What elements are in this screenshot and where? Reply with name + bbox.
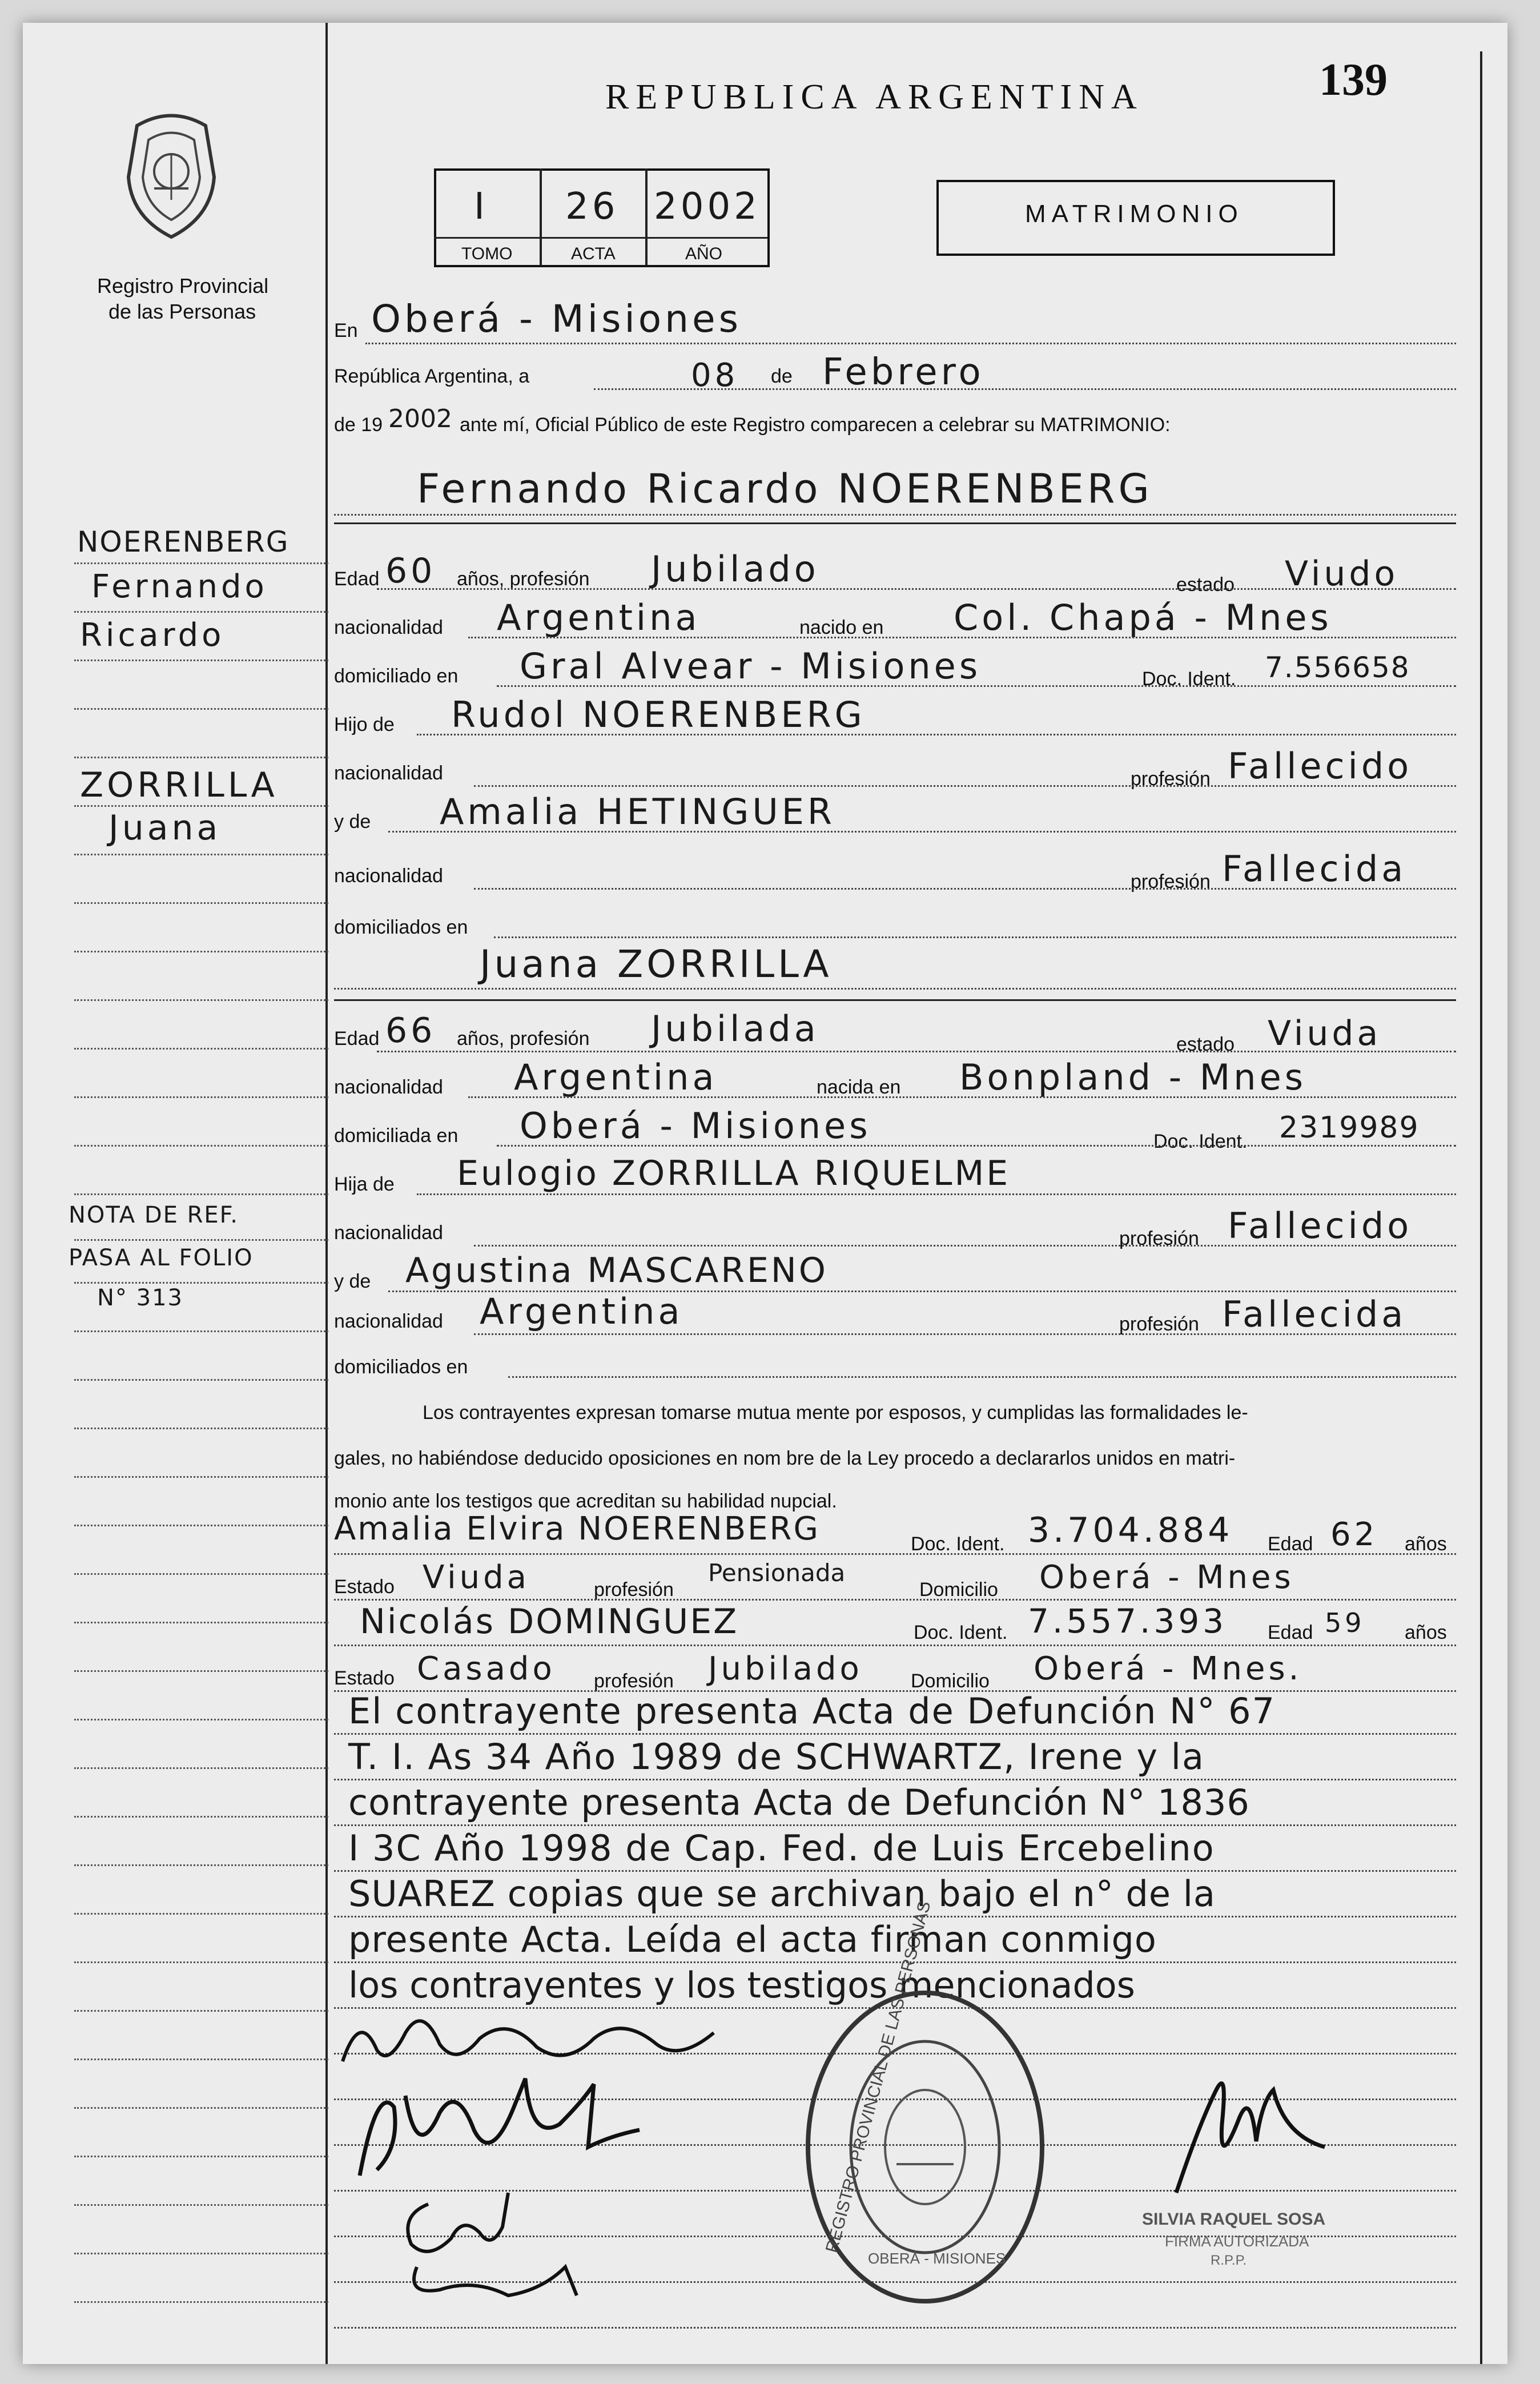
groom-father-prof-label: profesión (1131, 768, 1211, 790)
republica-label: República Argentina, a (334, 365, 530, 387)
bride-address: Oberá - Misiones (520, 1105, 871, 1147)
bride-civil-status: Viuda (1268, 1014, 1382, 1054)
bride-age: 66 (385, 1011, 436, 1051)
anio-value: 2002 (654, 186, 761, 228)
declaration-line-3: monio ante los testigos que acreditan su habilidad nupcial. (334, 1490, 837, 1512)
groom-doc: 7.556658 (1265, 651, 1410, 684)
bride-dom-label: domiciliada en (334, 1125, 459, 1147)
official-role: FIRMA AUTORIZADA (1165, 2233, 1309, 2250)
bride-mother-nat-label: nacionalidad (334, 1310, 443, 1332)
page-number: 139 (1319, 55, 1388, 105)
bride-mother-prof-label: profesión (1119, 1313, 1199, 1335)
bride-father-prof: Fallecido (1228, 1205, 1413, 1247)
en-label: En (334, 320, 358, 341)
witness1-prof-label: profesión (594, 1579, 674, 1601)
bride-birthplace: Bonpland - Mnes (959, 1056, 1307, 1098)
acta-value: 26 (565, 186, 619, 228)
groom-age: 60 (385, 551, 436, 591)
signature-bride-icon (343, 2061, 662, 2187)
sidebar-bride-surname: ZORRILLA (80, 765, 278, 805)
witness2-anos-label: años (1405, 1622, 1447, 1643)
de-label: de (771, 365, 793, 387)
groom-full-name: Fernando Ricardo NOERENBERG (417, 465, 1153, 512)
sidebar-bride-name: Juana (108, 808, 222, 848)
witness1-address: Oberá - Mnes (1039, 1559, 1294, 1596)
year-value: 2002 (388, 404, 452, 433)
official-signature-icon (1153, 2056, 1336, 2204)
groom-edad-label: Edad (334, 568, 380, 590)
sidebar-note-3: N° 313 (97, 1285, 183, 1311)
signature-witness-icon (394, 2181, 611, 2307)
witness2-prof-label: profesión (594, 1670, 674, 1692)
de19-label: de 19 (334, 414, 383, 436)
groom-mother-nat-label: nacionalidad (334, 865, 443, 887)
notes-line-3: contrayente presenta Acta de Defunción N° 1836 (348, 1782, 1250, 1823)
groom-father-prof: Fallecido (1228, 745, 1413, 787)
bride-doc: 2319989 (1279, 1111, 1420, 1145)
witness2-name: Nicolás DOMINGUEZ (360, 1602, 739, 1642)
groom-civil-status: Viudo (1285, 554, 1399, 594)
groom-birthplace: Col. Chapá - Mnes (954, 597, 1332, 638)
notes-line-2: T. I. As 34 Año 1989 de SCHWARTZ, Irene y la (348, 1736, 1205, 1778)
official-org: R.P.P. (1211, 2253, 1247, 2268)
groom-mother: Amalia HETINGUER (440, 791, 835, 833)
witness1-profession: Pensionada (708, 1559, 846, 1587)
witness1-name: Amalia Elvira NOERENBERG (334, 1510, 820, 1547)
bride-profession: Jubilada (651, 1008, 819, 1050)
groom-nac-label: nacionalidad (334, 617, 443, 638)
groom-profession: Jubilado (651, 548, 819, 590)
groom-estado-label: estado (1176, 574, 1235, 596)
bride-full-name: Juana ZORRILLA (480, 942, 833, 986)
bride-edad-label: Edad (334, 1028, 380, 1050)
witness1-doc: 3.704.884 (1028, 1510, 1233, 1550)
bride-father: Eulogio ZORRILLA RIQUELME (457, 1153, 1011, 1193)
sidebar-groom-surname: NOERENBERG (77, 525, 289, 558)
day-value: 08 (691, 357, 739, 394)
witness1-edad-label: Edad (1268, 1533, 1313, 1555)
registry-line-2: de las Personas (108, 300, 256, 323)
registry-line-1: Registro Provincial (97, 274, 269, 298)
witness2-age: 59 (1325, 1607, 1365, 1638)
bride-mother: Agustina MASCARENO (405, 1251, 829, 1291)
bride-father-prof-label: profesión (1119, 1228, 1199, 1249)
declaration-line-1: Los contrayentes expresan tomarse mutua mente por esposos, y cumplidas las formalidades le- (423, 1402, 1248, 1424)
bride-father-nat-label: nacionalidad (334, 1222, 443, 1244)
witness2-status: Casado (417, 1650, 556, 1687)
bride-mother-nat: Argentina (480, 1291, 683, 1332)
witness1-age: 62 (1330, 1516, 1378, 1553)
groom-domiciliados-label: domiciliados en (334, 916, 468, 938)
acta-label: ACTA (571, 244, 616, 263)
groom-mother-prof: Fallecida (1222, 848, 1407, 890)
groom-nacido-label: nacido en (799, 617, 884, 638)
bride-nacida-label: nacida en (817, 1076, 901, 1098)
groom-mother-prof-label: profesión (1131, 871, 1211, 893)
place-value: Oberá - Misiones (371, 297, 742, 341)
bride-yde-label: y de (334, 1271, 371, 1292)
witness1-estado-label: Estado (334, 1576, 395, 1598)
stamp-text: REGISTRO PROVINCIAL DE LAS PERSONAS (822, 1899, 935, 2255)
notes-line-1: El contrayente presenta Acta de Defunción N° 67 (348, 1690, 1276, 1732)
groom-doc-label: Doc. Ident. (1142, 668, 1236, 690)
bride-domiciliados-label: domiciliados en (334, 1356, 468, 1378)
bride-prof-label: años, profesión (457, 1028, 590, 1050)
ante-text: ante mí, Oficial Público de este Registro comparecen a celebrar su MATRIMONIO: (460, 414, 1171, 436)
anio-label: AÑO (685, 244, 723, 263)
bride-estado-label: estado (1176, 1034, 1235, 1055)
stamp-bottom-text: OBERÁ - MISIONES (868, 2250, 1006, 2267)
witness2-doc-label: Doc. Ident. (914, 1622, 1008, 1643)
witness1-dom-label: Domicilio (919, 1579, 998, 1601)
witness2-address: Oberá - Mnes. (1034, 1650, 1302, 1687)
notes-line-4: I 3C Año 1998 de Cap. Fed. de Luis Ercebelino (348, 1827, 1215, 1869)
witness2-edad-label: Edad (1268, 1622, 1313, 1643)
groom-hijo-label: Hijo de (334, 714, 395, 735)
witness1-anos-label: años (1405, 1533, 1447, 1555)
tomo-value: I (474, 186, 488, 228)
groom-prof-label: años, profesión (457, 568, 590, 590)
document-page (23, 23, 1507, 2364)
declaration-line-2: gales, no habiéndose deducido oposiciones en nom bre de la Ley procedo a declararlos unidos en matri- (334, 1448, 1236, 1469)
notes-line-6: presente Acta. Leída el acta firman conmigo (348, 1919, 1157, 1960)
doc-type-label: MATRIMONIO (1025, 200, 1244, 228)
sidebar-note-1: NOTA DE REF. (69, 1202, 239, 1228)
tomo-label: TOMO (461, 244, 513, 263)
witness2-profession: Jubilado (708, 1650, 863, 1687)
groom-yde-label: y de (334, 811, 371, 833)
groom-father: Rudol NOERENBERG (451, 694, 866, 735)
witness2-doc: 7.557.393 (1028, 1602, 1228, 1641)
groom-address: Gral Alvear - Misiones (520, 645, 982, 687)
official-name: SILVIA RAQUEL SOSA (1142, 2210, 1326, 2229)
witness1-doc-label: Doc. Ident. (911, 1533, 1005, 1555)
bride-mother-prof: Fallecida (1222, 1293, 1407, 1335)
right-margin-line (1480, 51, 1482, 2364)
sidebar-groom-name2: Ricardo (80, 617, 225, 654)
groom-nationality: Argentina (497, 597, 701, 638)
sidebar-note-2: PASA AL FOLIO (69, 1245, 254, 1271)
bride-nationality: Argentina (514, 1056, 718, 1098)
witness2-estado-label: Estado (334, 1667, 395, 1689)
witness1-status: Viuda (423, 1559, 530, 1596)
groom-dom-label: domiciliado en (334, 665, 459, 687)
country-title: REPUBLICA ARGENTINA (605, 78, 1144, 116)
month-value: Febrero (822, 351, 984, 393)
bride-hija-label: Hija de (334, 1173, 395, 1195)
bride-doc-label: Doc. Ident. (1153, 1131, 1248, 1152)
notes-line-7: los contrayentes y los testigos mencionados (348, 1964, 1135, 2006)
notes-line-5: SUAREZ copias que se archivan bajo el n° de la (348, 1873, 1216, 1915)
province-seal-icon (114, 108, 228, 240)
bride-nac-label: nacionalidad (334, 1076, 443, 1098)
witness2-dom-label: Domicilio (911, 1670, 990, 1692)
groom-father-nat-label: nacionalidad (334, 762, 443, 784)
sidebar-groom-name1: Fernando (91, 568, 268, 605)
